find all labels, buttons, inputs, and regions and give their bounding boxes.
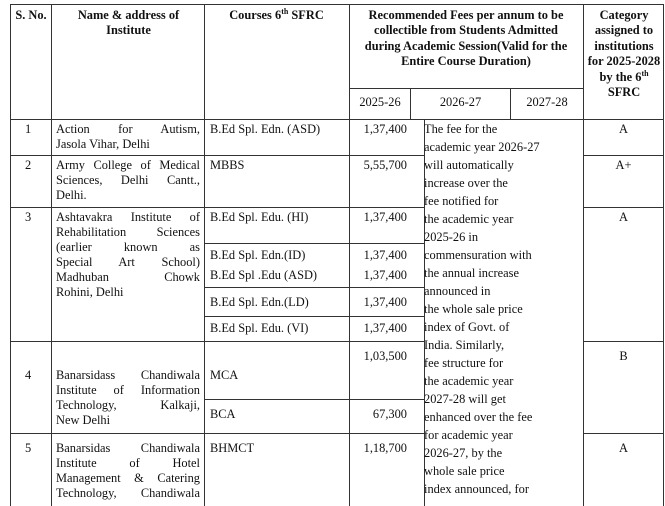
row-3-name-line: Ashtavakra Institute of [56,210,200,224]
row-1-name-line: Jasola Vihar, Delhi [56,137,150,151]
fee-note-line: for academic year [424,428,513,442]
fee-note-line: 2027-28 will get [424,392,506,406]
header-cat-post: SFRC [607,85,641,100]
row-2-bottom-line-cat [583,207,663,208]
row-5-name-line: Management & Catering [56,471,200,485]
row-2-name-line: Delhi. [56,188,87,202]
fee-note-line: 2025-26 in [424,230,479,244]
row-4-fee: 1,03,500 [363,349,407,363]
header-courses-prefix: Courses 6 [229,8,282,22]
row-3-course: B.Ed Spl .Edu (ASD) [210,268,318,282]
row-2-sno: 2 [25,158,32,172]
fee-note-line: enhanced over the fee [424,410,533,424]
row-2-name-line: Sciences, Delhi Cantt., [56,173,200,187]
col-line-cat [583,4,584,506]
fee-note-line: The fee for the [424,122,498,136]
header-cat-sup: th [641,68,649,78]
fee-note-line: commensuration with [424,248,532,262]
fee-note-line: the academic year [424,374,514,388]
header-name: Name & address of Institute [77,8,180,38]
row-3-course: B.Ed Spl. Edn.(LD) [210,295,309,309]
row-2-category: A+ [615,158,632,172]
fee-note-line: the academic year [424,212,514,226]
row-3-fee: 1,37,400 [363,210,407,224]
row-3-fee: 1,37,400 [363,295,407,309]
header-category [586,8,662,100]
fee-note-line: will automatically [424,158,514,172]
row-4-course: BCA [210,407,236,421]
row-3-fee: 1,37,400 [363,268,407,282]
row-3-name-line: (earlier known as [56,240,200,254]
col-line-right [663,4,664,506]
row-3-bottom-line [10,341,424,342]
row-1-category: A [619,122,628,136]
fee-note-line: academic year 2026-27 [424,140,540,154]
col-line-name [204,4,205,506]
year-2025-26: 2025-26 [359,95,401,109]
row-2-name-line: Army College of Medical [56,158,200,172]
header-fees: Recommended Fees per annum to be collectible from Students Admitted during Academic Session(Valid for the Entire Course Duration) [364,8,568,69]
row-4-course: MCA [210,368,239,382]
row-5-name-line: Institute of Hotel [56,456,200,470]
row-3-course: B.Ed Spl. Edu. (HI) [210,210,309,224]
fee-note-line: announced in [424,284,491,298]
year-2027-28: 2027-28 [526,95,568,109]
header-courses-suffix: SFRC [288,8,324,22]
row-4-name-line: New Delhi [56,413,111,427]
row-4-name-line: Institute of Information [56,383,200,397]
row-5-name-line: Banarsidas Chandiwala [56,441,200,455]
row-3b-line [204,287,424,288]
row-1-course: B.Ed Spl. Edn. (ASD) [210,122,321,136]
fee-note-line: India. Similarly, [424,338,505,352]
row-3-name-line: Rehabilitation Sciences [56,225,200,239]
row-3c-line [204,316,424,317]
fee-note-line: the whole sale price [424,302,523,316]
row-3-course: B.Ed Spl. Edu. (VI) [210,321,309,335]
fee-note-line: fee structure for [424,356,504,370]
fee-note-line: increase over the [424,176,508,190]
row-5-category: A [619,441,628,455]
fee-note-line: fee notified for [424,194,499,208]
row-5-sno: 5 [25,441,32,455]
row-3-course: B.Ed Spl. Edn.(ID) [210,248,306,262]
row-3-name-line: Rohini, Delhi [56,285,124,299]
fee-note-line: 2026-27, by the [424,446,503,460]
row-4-bottom-line [10,433,424,434]
row-4-fee: 67,300 [372,407,407,421]
row-3a-line [204,243,424,244]
row-2-fee: 5,55,700 [363,158,407,172]
row-5-fee: 1,18,700 [363,441,407,455]
row-4-bottom-line-cat [583,433,663,434]
fee-note-line: index announced, for [424,482,529,496]
fee-note-line: index of Govt. of [424,320,510,334]
fee-note-line: whole sale price [424,464,505,478]
row-1-sno: 1 [25,122,32,136]
fee-note-line: the annual increase [424,266,519,280]
row-3-category: A [619,210,628,224]
col-line-sno [51,4,52,506]
row-5-course: BHMCT [210,441,255,455]
row-4-sno: 4 [25,368,32,382]
row-2-course: MBBS [210,158,245,172]
table-border-top [10,4,663,5]
years-divider [349,88,583,89]
row-5-name-line: Technology, Chandiwala [56,486,200,500]
row-3-name-line: Madhuban Chowk [56,270,200,284]
header-bottom-line [10,119,663,120]
row-1-bottom-line [10,155,424,156]
col-line-left [10,4,11,506]
row-1-name-line: Action for Autism, [56,122,200,136]
row-2-bottom-line [10,207,424,208]
row-3-fee: 1,37,400 [363,321,407,335]
row-1-bottom-line-cat [583,155,663,156]
header-sno: S. No. [15,8,47,22]
row-4-name-line: Technology, Kalkaji, [56,398,200,412]
row-3-name-line: Special Art School) [56,255,200,269]
header-cat-pre: Category assigned to institutions for 2025-2028 by the 6 [587,8,661,84]
row-3-fee: 1,37,400 [363,248,407,262]
row-4-name-line: Banarsidass Chandiwala [56,368,200,382]
row-1-fee: 1,37,400 [363,122,407,136]
header-courses [205,8,348,23]
row-4-category: B [619,349,628,363]
row-4a-line [204,399,424,400]
header-courses-sup: th [281,6,289,16]
row-3-bottom-line-cat [583,341,663,342]
year-2026-27: 2026-27 [439,95,482,109]
row-3-sno: 3 [25,210,32,224]
